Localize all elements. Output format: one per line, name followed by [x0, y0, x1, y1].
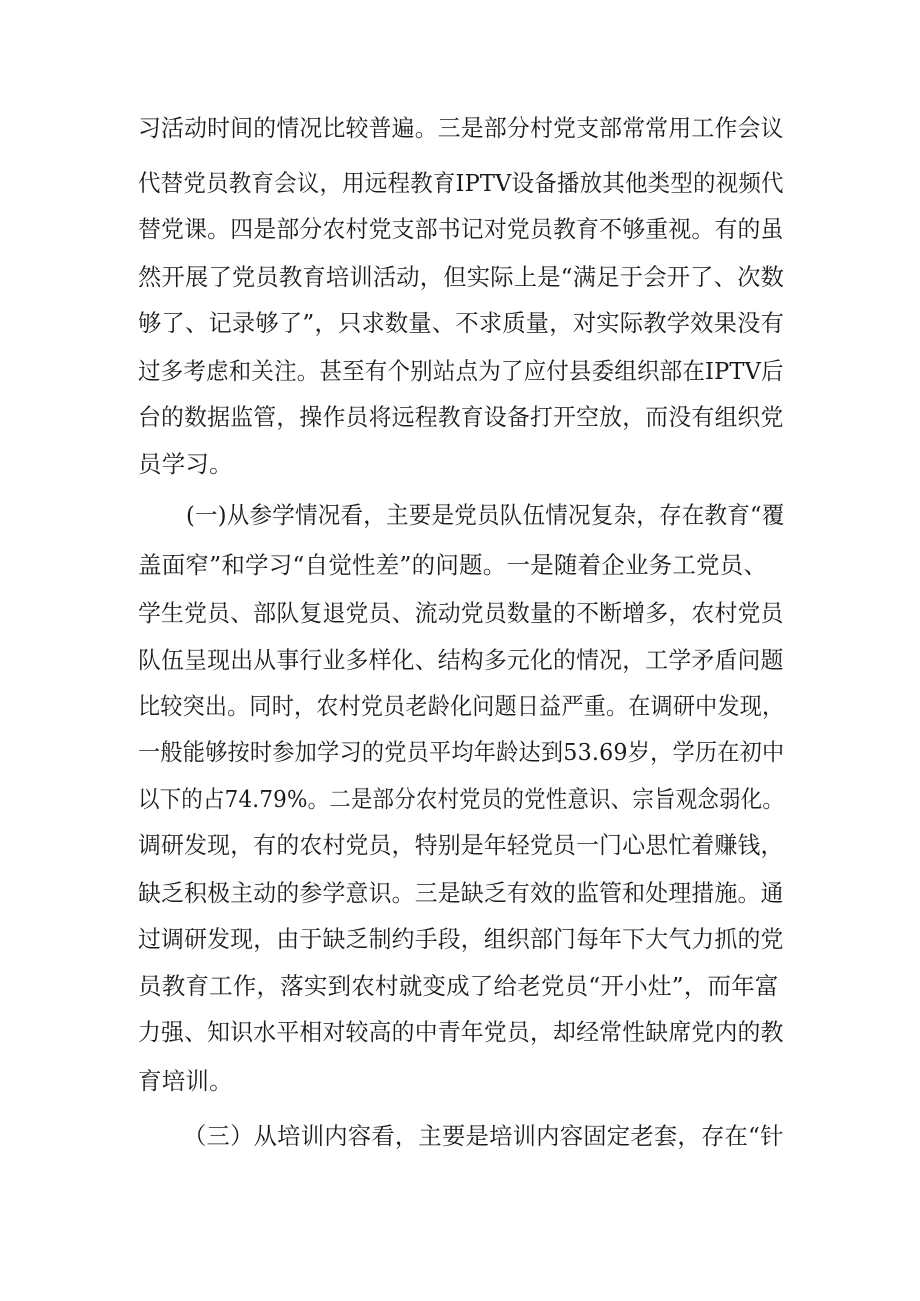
paragraph-first-line: (一)从参学情况看，主要是党员队伍情况复杂，存在教育“覆 [186, 501, 785, 529]
paragraph-first-line: （三）从培训内容看，主要是培训内容固定老套，存在“针 [183, 1122, 784, 1150]
text-line: 缺乏积极主动的参学意识。三是缺乏有效的监管和处理措施。通 [138, 879, 784, 907]
text-line: 过多考虑和关注。甚至有个别站点为了应付县委组织部在IPTV后 [138, 357, 784, 385]
text-line: 盖面窄”和学习“自觉性差”的问题。一是随着企业务工党员、 [138, 551, 768, 579]
text-line: 员学习。 [138, 450, 233, 478]
text-line: 习活动时间的情况比较普遍。三是部分村党支部常常用工作会议 [138, 114, 784, 142]
text-line: 学生党员、部队复退党员、流动党员数量的不断增多，农村党员 [138, 599, 784, 627]
text-line: 过调研发现，由于缺乏制约手段，组织部门每年下大气力抓的党 [138, 925, 784, 953]
text-line: 以下的占74.79%。二是部分农村党员的党性意识、宗旨观念弱化。 [138, 785, 785, 813]
text-line: 力强、知识水平相对较高的中青年党员，却经常性缺席党内的教 [138, 1018, 784, 1046]
text-line: 队伍呈现出从事行业多样化、结构多元化的情况，工学矛盾问题 [138, 646, 784, 674]
text-line: 代替党员教育会议，用远程教育IPTV设备播放其他类型的视频代 [138, 169, 784, 197]
text-line: 替党课。四是部分农村党支部书记对党员教育不够重视。有的虽 [138, 215, 784, 243]
text-line: 然开展了党员教育培训活动，但实际上是“满足于会开了、次数 [138, 263, 785, 291]
text-line: 育培训。 [138, 1067, 233, 1095]
text-line: 员教育工作，落实到农村就变成了给老党员“开小灶”，而年富 [138, 972, 779, 1000]
text-line: 台的数据监管，操作员将远程教育设备打开空放，而没有组织党 [138, 403, 784, 431]
text-line: 够了、记录够了”，只求数量、不求质量，对实际教学效果没有 [138, 309, 785, 337]
text-line: 调研发现，有的农村党员，特别是年轻党员一门心思忙着赚钱， [138, 831, 784, 859]
text-line: 一般能够按时参加学习的党员平均年龄达到53.69岁，学历在初中 [138, 738, 785, 766]
text-line: 比较突出。同时，农村党员老龄化问题日益严重。在调研中发现， [138, 692, 785, 720]
